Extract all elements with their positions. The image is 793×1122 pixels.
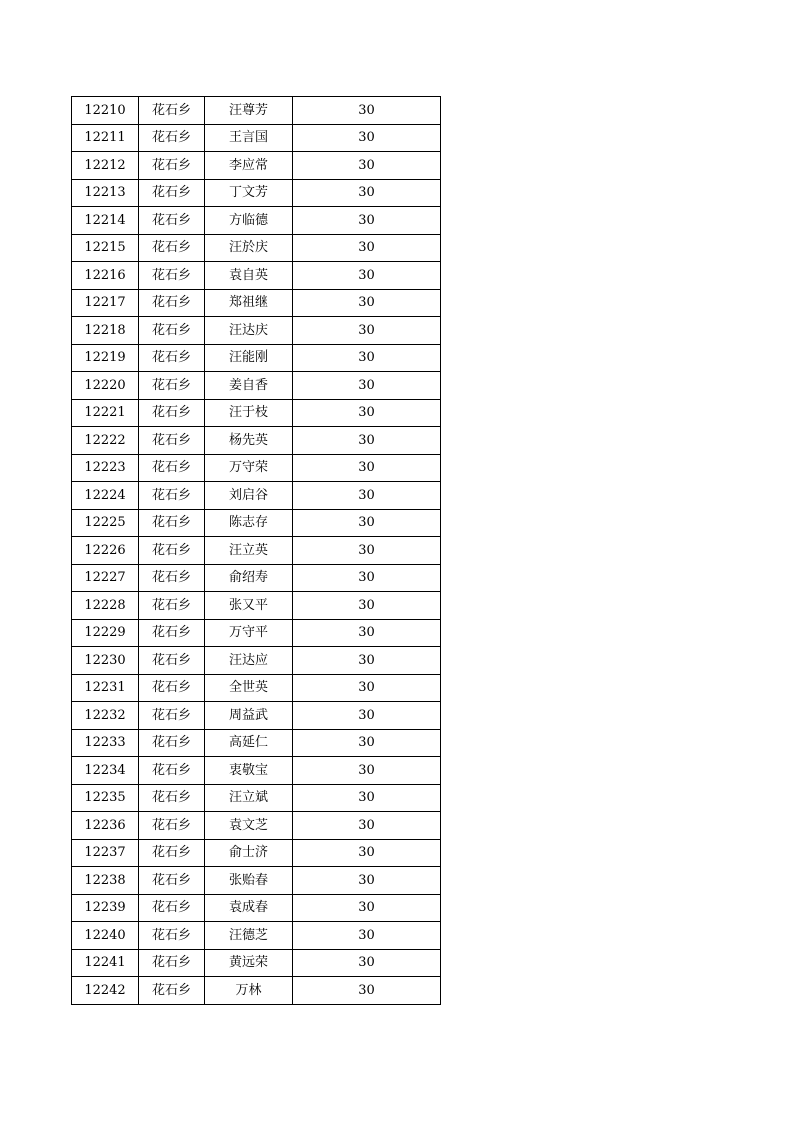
town-cell: 花石乡 [139, 234, 205, 262]
name-cell: 万守平 [205, 619, 293, 647]
table-row [72, 482, 441, 510]
id-cell: 12219 [72, 344, 139, 372]
name-cell: 汪于枝 [205, 399, 293, 427]
amount-cell: 30 [293, 262, 441, 290]
town-cell: 花石乡 [139, 97, 205, 125]
table-row [72, 289, 441, 317]
table-row [72, 894, 441, 922]
name-cell: 张贻春 [205, 867, 293, 895]
name-cell: 汪尊芳 [205, 97, 293, 125]
table-row [72, 977, 441, 1005]
name-cell: 俞绍寿 [205, 564, 293, 592]
town-cell: 花石乡 [139, 454, 205, 482]
name-cell: 万守荣 [205, 454, 293, 482]
id-cell: 12232 [72, 702, 139, 730]
id-cell: 12224 [72, 482, 139, 510]
subsidy-table [71, 96, 441, 1005]
name-cell: 李应常 [205, 152, 293, 180]
town-cell: 花石乡 [139, 702, 205, 730]
name-cell: 汪立斌 [205, 784, 293, 812]
table-row [72, 427, 441, 455]
amount-cell: 30 [293, 152, 441, 180]
amount-cell: 30 [293, 949, 441, 977]
town-cell: 花石乡 [139, 922, 205, 950]
table-row [72, 124, 441, 152]
id-cell: 12226 [72, 537, 139, 565]
amount-cell: 30 [293, 977, 441, 1005]
id-cell: 12230 [72, 647, 139, 675]
town-cell: 花石乡 [139, 757, 205, 785]
amount-cell: 30 [293, 564, 441, 592]
name-cell: 高延仁 [205, 729, 293, 757]
town-cell: 花石乡 [139, 124, 205, 152]
table-row [72, 317, 441, 345]
table-row [72, 784, 441, 812]
id-cell: 12214 [72, 207, 139, 235]
town-cell: 花石乡 [139, 399, 205, 427]
id-cell: 12225 [72, 509, 139, 537]
id-cell: 12222 [72, 427, 139, 455]
table-row [72, 757, 441, 785]
town-cell: 花石乡 [139, 152, 205, 180]
town-cell: 花石乡 [139, 619, 205, 647]
town-cell: 花石乡 [139, 729, 205, 757]
table-row [72, 179, 441, 207]
amount-cell: 30 [293, 537, 441, 565]
amount-cell: 30 [293, 454, 441, 482]
amount-cell: 30 [293, 344, 441, 372]
amount-cell: 30 [293, 207, 441, 235]
town-cell: 花石乡 [139, 427, 205, 455]
name-cell: 全世英 [205, 674, 293, 702]
name-cell: 方临德 [205, 207, 293, 235]
town-cell: 花石乡 [139, 482, 205, 510]
table-row [72, 619, 441, 647]
town-cell: 花石乡 [139, 207, 205, 235]
amount-cell: 30 [293, 647, 441, 675]
town-cell: 花石乡 [139, 262, 205, 290]
name-cell: 陈志存 [205, 509, 293, 537]
id-cell: 12213 [72, 179, 139, 207]
table-row [72, 674, 441, 702]
table-row [72, 97, 441, 125]
data-table-container [71, 96, 441, 1005]
town-cell: 花石乡 [139, 949, 205, 977]
id-cell: 12240 [72, 922, 139, 950]
amount-cell: 30 [293, 427, 441, 455]
id-cell: 12238 [72, 867, 139, 895]
table-row [72, 839, 441, 867]
id-cell: 12237 [72, 839, 139, 867]
name-cell: 汪於庆 [205, 234, 293, 262]
town-cell: 花石乡 [139, 894, 205, 922]
table-row [72, 729, 441, 757]
table-row [72, 234, 441, 262]
table-body [72, 97, 441, 1005]
name-cell: 王言国 [205, 124, 293, 152]
amount-cell: 30 [293, 702, 441, 730]
town-cell: 花石乡 [139, 839, 205, 867]
amount-cell: 30 [293, 619, 441, 647]
name-cell: 汪达庆 [205, 317, 293, 345]
id-cell: 12220 [72, 372, 139, 400]
name-cell: 汪能刚 [205, 344, 293, 372]
town-cell: 花石乡 [139, 317, 205, 345]
table-row [72, 867, 441, 895]
name-cell: 周益武 [205, 702, 293, 730]
name-cell: 丁文芳 [205, 179, 293, 207]
town-cell: 花石乡 [139, 372, 205, 400]
town-cell: 花石乡 [139, 537, 205, 565]
id-cell: 12235 [72, 784, 139, 812]
name-cell: 袁文芝 [205, 812, 293, 840]
name-cell: 汪立英 [205, 537, 293, 565]
id-cell: 12228 [72, 592, 139, 620]
town-cell: 花石乡 [139, 179, 205, 207]
amount-cell: 30 [293, 372, 441, 400]
amount-cell: 30 [293, 812, 441, 840]
amount-cell: 30 [293, 729, 441, 757]
town-cell: 花石乡 [139, 564, 205, 592]
amount-cell: 30 [293, 867, 441, 895]
name-cell: 黄远荣 [205, 949, 293, 977]
table-row [72, 922, 441, 950]
name-cell: 杨先英 [205, 427, 293, 455]
name-cell: 袁成春 [205, 894, 293, 922]
id-cell: 12212 [72, 152, 139, 180]
name-cell: 衷敬宝 [205, 757, 293, 785]
table-row [72, 702, 441, 730]
table-row [72, 592, 441, 620]
name-cell: 汪达应 [205, 647, 293, 675]
town-cell: 花石乡 [139, 674, 205, 702]
name-cell: 郑祖继 [205, 289, 293, 317]
town-cell: 花石乡 [139, 289, 205, 317]
amount-cell: 30 [293, 482, 441, 510]
town-cell: 花石乡 [139, 344, 205, 372]
amount-cell: 30 [293, 894, 441, 922]
town-cell: 花石乡 [139, 647, 205, 675]
amount-cell: 30 [293, 179, 441, 207]
id-cell: 12241 [72, 949, 139, 977]
table-row [72, 372, 441, 400]
id-cell: 12216 [72, 262, 139, 290]
amount-cell: 30 [293, 97, 441, 125]
amount-cell: 30 [293, 399, 441, 427]
table-row [72, 949, 441, 977]
id-cell: 12217 [72, 289, 139, 317]
name-cell: 袁自英 [205, 262, 293, 290]
id-cell: 12236 [72, 812, 139, 840]
id-cell: 12242 [72, 977, 139, 1005]
table-row [72, 564, 441, 592]
table-row [72, 647, 441, 675]
table-row [72, 152, 441, 180]
id-cell: 12215 [72, 234, 139, 262]
amount-cell: 30 [293, 757, 441, 785]
table-row [72, 262, 441, 290]
town-cell: 花石乡 [139, 784, 205, 812]
table-row [72, 812, 441, 840]
id-cell: 12218 [72, 317, 139, 345]
id-cell: 12223 [72, 454, 139, 482]
amount-cell: 30 [293, 839, 441, 867]
amount-cell: 30 [293, 234, 441, 262]
town-cell: 花石乡 [139, 592, 205, 620]
name-cell: 姜自香 [205, 372, 293, 400]
id-cell: 12231 [72, 674, 139, 702]
id-cell: 12210 [72, 97, 139, 125]
id-cell: 12221 [72, 399, 139, 427]
table-row [72, 344, 441, 372]
amount-cell: 30 [293, 922, 441, 950]
id-cell: 12227 [72, 564, 139, 592]
amount-cell: 30 [293, 674, 441, 702]
table-row [72, 537, 441, 565]
amount-cell: 30 [293, 289, 441, 317]
amount-cell: 30 [293, 317, 441, 345]
town-cell: 花石乡 [139, 977, 205, 1005]
id-cell: 12211 [72, 124, 139, 152]
amount-cell: 30 [293, 124, 441, 152]
name-cell: 张又平 [205, 592, 293, 620]
name-cell: 刘启谷 [205, 482, 293, 510]
amount-cell: 30 [293, 784, 441, 812]
name-cell: 汪德芝 [205, 922, 293, 950]
town-cell: 花石乡 [139, 867, 205, 895]
town-cell: 花石乡 [139, 812, 205, 840]
table-row [72, 454, 441, 482]
table-row [72, 207, 441, 235]
amount-cell: 30 [293, 509, 441, 537]
name-cell: 俞士济 [205, 839, 293, 867]
table-row [72, 509, 441, 537]
name-cell: 万林 [205, 977, 293, 1005]
amount-cell: 30 [293, 592, 441, 620]
id-cell: 12233 [72, 729, 139, 757]
id-cell: 12229 [72, 619, 139, 647]
table-row [72, 399, 441, 427]
town-cell: 花石乡 [139, 509, 205, 537]
id-cell: 12234 [72, 757, 139, 785]
id-cell: 12239 [72, 894, 139, 922]
